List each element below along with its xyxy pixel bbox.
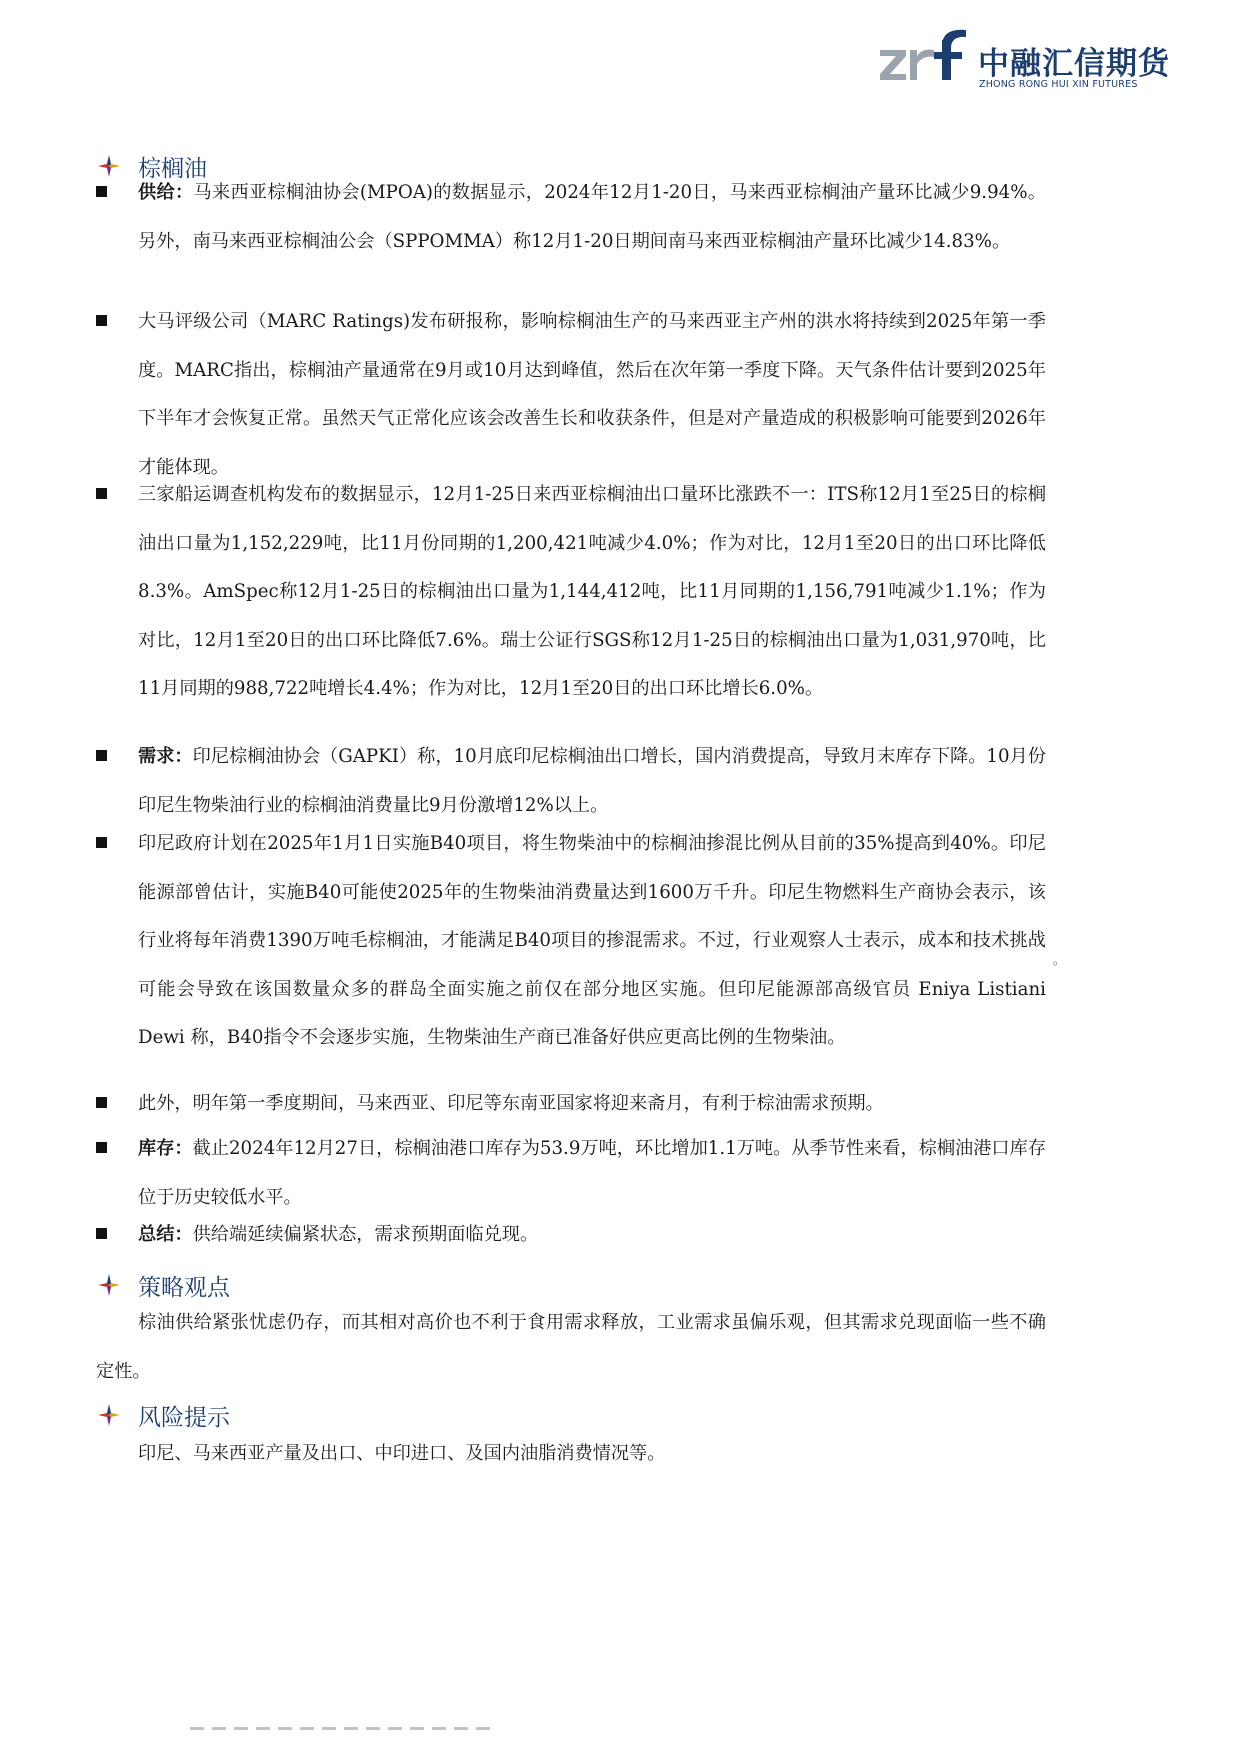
square-bullet-icon bbox=[96, 1142, 107, 1153]
square-bullet-icon bbox=[96, 750, 107, 761]
heading-marker-icon bbox=[96, 1402, 122, 1428]
square-bullet-icon bbox=[96, 488, 107, 499]
item-text: 三家船运调查机构发布的数据显示，12月1-25日来西亚棕榈油出口量环比涨跌不一：ITS称12月1至25日的棕榈油出口量为1,152,229吨，比11月份同期的1,200,421吨减少4.0%；作为对比，12月1至20日的出口环比降低8.3%。AmSpec称12月1-25日的棕榈油出口量为1,144,412吨，比11月同期的1,156,791吨减少1.1%；作为对比，12月1至20日的出口环比降低7.6%。瑞士公证行SGS称12月1-25日的棕榈油出口量为1,031,970吨，比11月同期的988,722吨增长4.4%；作为对比，12月1至20日的出口环比增长6.0%。 bbox=[138, 484, 1046, 700]
item-text: 印尼政府计划在2025年1月1日实施B40项目，将生物柴油中的棕榈油掺混比例从目前的35%提高到40%。印尼能源部曾估计，实施B40可能使2025年的生物柴油消费量达到1600万千升。印尼生物燃料生产商协会表示，该行业将每年消费1390万吨毛棕榈油，才能满足B40项目的掺混需求。不过，行业观察人士表示，成本和技术挑战可能会导致在该国数量众多的群岛全面实施之前仅在部分地区实施。但印尼能源部高级官员 Eniya Listiani Dewi 称，B40指令不会逐步实施，生物柴油生产商已准备好供应更高比例的生物柴油。 bbox=[138, 833, 1046, 1049]
item-text: 截止2024年12月27日，棕榈油港口库存为53.9万吨，环比增加1.1万吨。从季节性来看，棕榈油港口库存位于历史较低水平。 bbox=[138, 1138, 1046, 1208]
item-text: 大马评级公司（MARC Ratings)发布研报称，影响棕榈油生产的马来西亚主产州的洪水将持续到2025年第一季度。MARC指出，棕榈油产量通常在9月或10月达到峰值，然后在次年第一季度下降。天气条件估计要到2025年下半年才会恢复正常。虽然天气正常化应该会改善生长和收获条件，但是对产量造成的积极影响可能要到2026年才能体现。 bbox=[138, 311, 1046, 478]
section-heading-risk bbox=[96, 1395, 230, 1435]
heading-marker-icon bbox=[96, 1272, 122, 1298]
item-text: 此外，明年第一季度期间，马来西亚、印尼等东南亚国家将迎来斋月，有利于棕油需求预期。 bbox=[138, 1093, 884, 1114]
section-title: 策略观点 bbox=[138, 1274, 230, 1301]
list-item bbox=[96, 298, 1046, 492]
list-item bbox=[96, 733, 1046, 830]
strategy-paragraph: 棕油供给紧张忧虑仍存，而其相对高价也不利于食用需求释放，工业需求虽偏乐观，但其需求兑现面临一些不确定性。 bbox=[96, 1312, 1046, 1382]
square-bullet-icon bbox=[96, 315, 107, 326]
item-label: 总结： bbox=[138, 1224, 193, 1245]
item-label: 需求： bbox=[138, 746, 193, 767]
square-bullet-icon bbox=[96, 1228, 107, 1239]
list-item bbox=[96, 1080, 1046, 1129]
section-title: 棕榈油 bbox=[138, 155, 207, 182]
item-text: 印尼棕榈油协会（GAPKI）称，10月底印尼棕榈油出口增长，国内消费提高，导致月末库存下降。10月份印尼生物柴油行业的棕榈油消费量比9月份激增12%以上。 bbox=[138, 746, 1046, 816]
footer-faint-text-decoration bbox=[190, 1727, 490, 1730]
section-title: 风险提示 bbox=[138, 1404, 230, 1431]
item-label: 库存： bbox=[138, 1138, 193, 1159]
square-bullet-icon bbox=[96, 1097, 107, 1108]
risk-paragraph: 印尼、马来西亚产量及出口、中印进口、及国内油脂消费情况等。 bbox=[138, 1443, 666, 1464]
square-bullet-icon bbox=[96, 837, 107, 848]
company-logo bbox=[880, 26, 1180, 96]
list-item bbox=[96, 169, 1046, 266]
logo-english-name: ZHONG RONG HUI XIN FUTURES bbox=[979, 79, 1138, 90]
list-item bbox=[96, 820, 1046, 1063]
list-item bbox=[96, 471, 1046, 714]
item-text: 马来西亚棕榈油协会(MPOA)的数据显示，2024年12月1-20日，马来西亚棕榈油产量环比减少9.94%。另外，南马来西亚棕榈油公会（SPPOMMA）称12月1-20日期间南马来西亚棕榈油产量环比减少14.83%。 bbox=[138, 182, 1046, 252]
list-item bbox=[96, 1125, 1046, 1222]
square-bullet-icon bbox=[96, 186, 107, 197]
logo-chinese-name: 中融汇信期货 bbox=[978, 46, 1170, 82]
item-text: 供给端延续偏紧状态，需求预期面临兑现。 bbox=[192, 1224, 539, 1245]
list-item bbox=[96, 1211, 1046, 1260]
item-label: 供给： bbox=[138, 182, 194, 203]
zrf-logo-icon bbox=[880, 26, 976, 86]
stray-punctuation: 。 bbox=[1053, 953, 1066, 967]
